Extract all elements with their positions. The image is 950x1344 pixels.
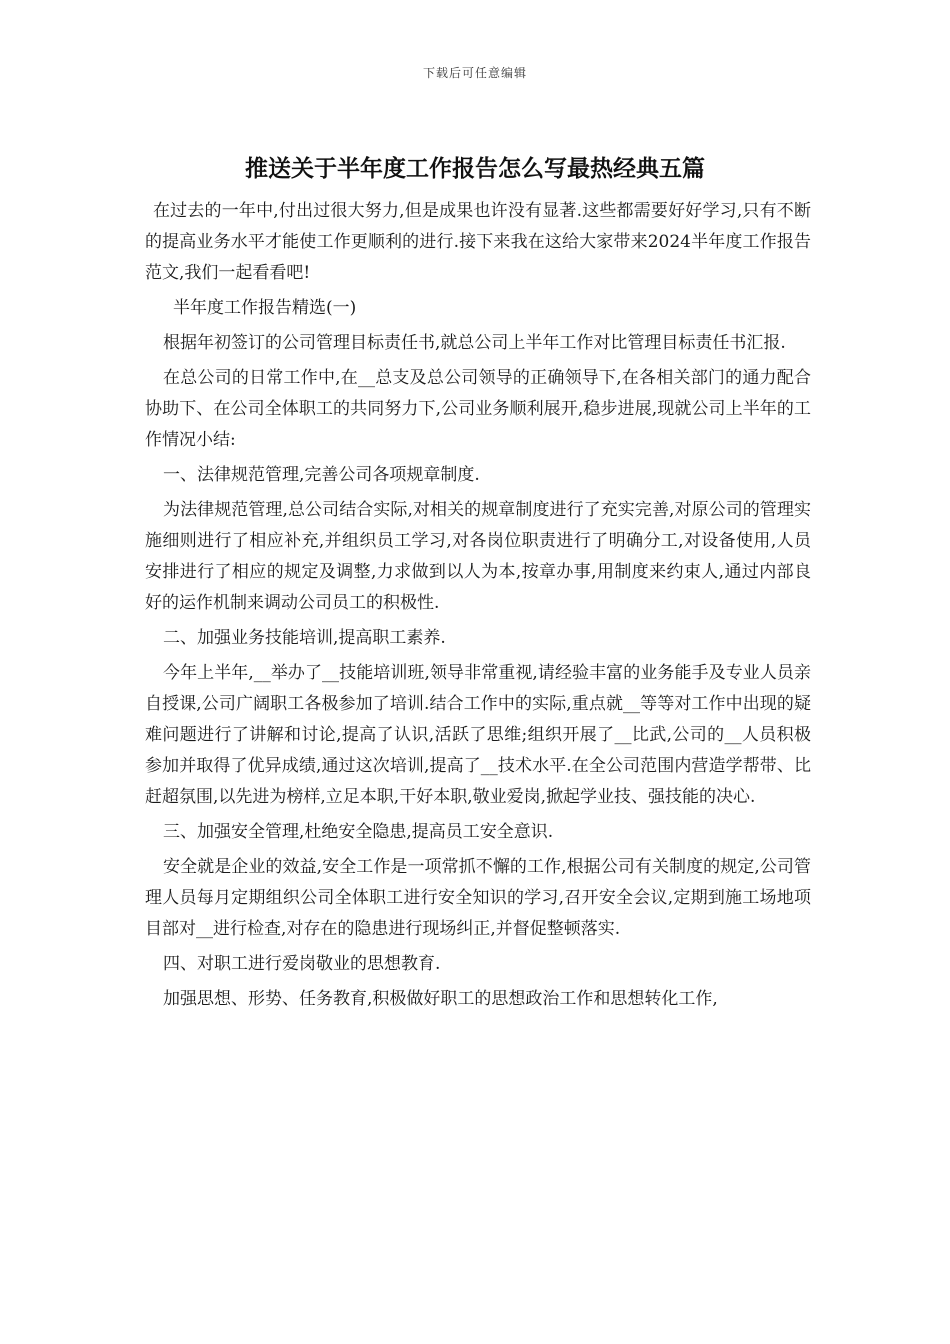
section-heading: 四、对职工进行爱岗敬业的思想教育. — [163, 954, 441, 974]
section-heading: 三、加强安全管理,杜绝安全隐患,提高员工安全意识. — [163, 822, 554, 842]
body-paragraph: 安全就是企业的效益,安全工作是一项常抓不懈的工作,根据公司有关制度的规定,公司管理人员每月定期组织公司全体职工进行安全知识的学习,召开安全会议,定期到施工场地项目部对__进行检查,对存在的隐患进行现场纠正,并督促整顿落实. — [145, 857, 811, 939]
section-heading: 一、法律规范管理,完善公司各项规章制度. — [163, 465, 480, 485]
section-heading: 二、加强业务技能培训,提高职工素养. — [163, 628, 446, 648]
body-paragraph: 今年上半年,__举办了__技能培训班,领导非常重视,请经验丰富的业务能手及专业人员亲自授课,公司广阔职工各极参加了培训.结合工作中的实际,重点就__等等对工作中出现的疑难问题进行了讲解和讨论,提高了认识,活跃了思维;组织开展了__比武,公司的__人员积极参加并取得了优异成绩,通过这次培训,提高了__技术水平.在全公司范围内营造学帮带、比赶超氛围,以先进为榜样,立足本职,干好本职,敬业爱岗,掀起学业技、强技能的决心. — [145, 663, 811, 807]
body-paragraph: 为法律规范管理,总公司结合实际,对相关的规章制度进行了充实完善,对原公司的管理实施细则进行了相应补充,并组织员工学习,对各岗位职责进行了明确分工,对设备使用,人员安排进行了相应的规定及调整,力求做到以人为本,按章办事,用制度来约束人,通过内部良好的运作机制来调动公司员工的积极性. — [145, 500, 811, 613]
page-header-note: 下载后可任意编辑 — [422, 66, 527, 80]
body-paragraph: 在总公司的日常工作中,在__总支及总公司领导的正确领导下,在各相关部门的通力配合协助下、在公司全体职工的共同努力下,公司业务顺利展开,稳步进展,现就公司上半年的工作情况小结: — [145, 368, 811, 450]
body-paragraph: 根据年初签订的公司管理目标责任书,就总公司上半年工作对比管理目标责任书汇报. — [163, 333, 786, 353]
section-subtitle: 半年度工作报告精选(一) — [173, 298, 357, 318]
intro-paragraph: 在过去的一年中,付出过很大努力,但是成果也许没有显著.这些都需要好好学习,只有不断的提高业务水平才能使工作更顺利的进行.接下来我在这给大家带来2024半年度工作报告范文,我们一起看看吧! — [145, 201, 811, 283]
document-title: 推送关于半年度工作报告怎么写最热经典五篇 — [245, 156, 705, 182]
body-paragraph: 加强思想、形势、任务教育,积极做好职工的思想政治工作和思想转化工作, — [163, 989, 718, 1009]
document-body — [145, 196, 811, 1015]
